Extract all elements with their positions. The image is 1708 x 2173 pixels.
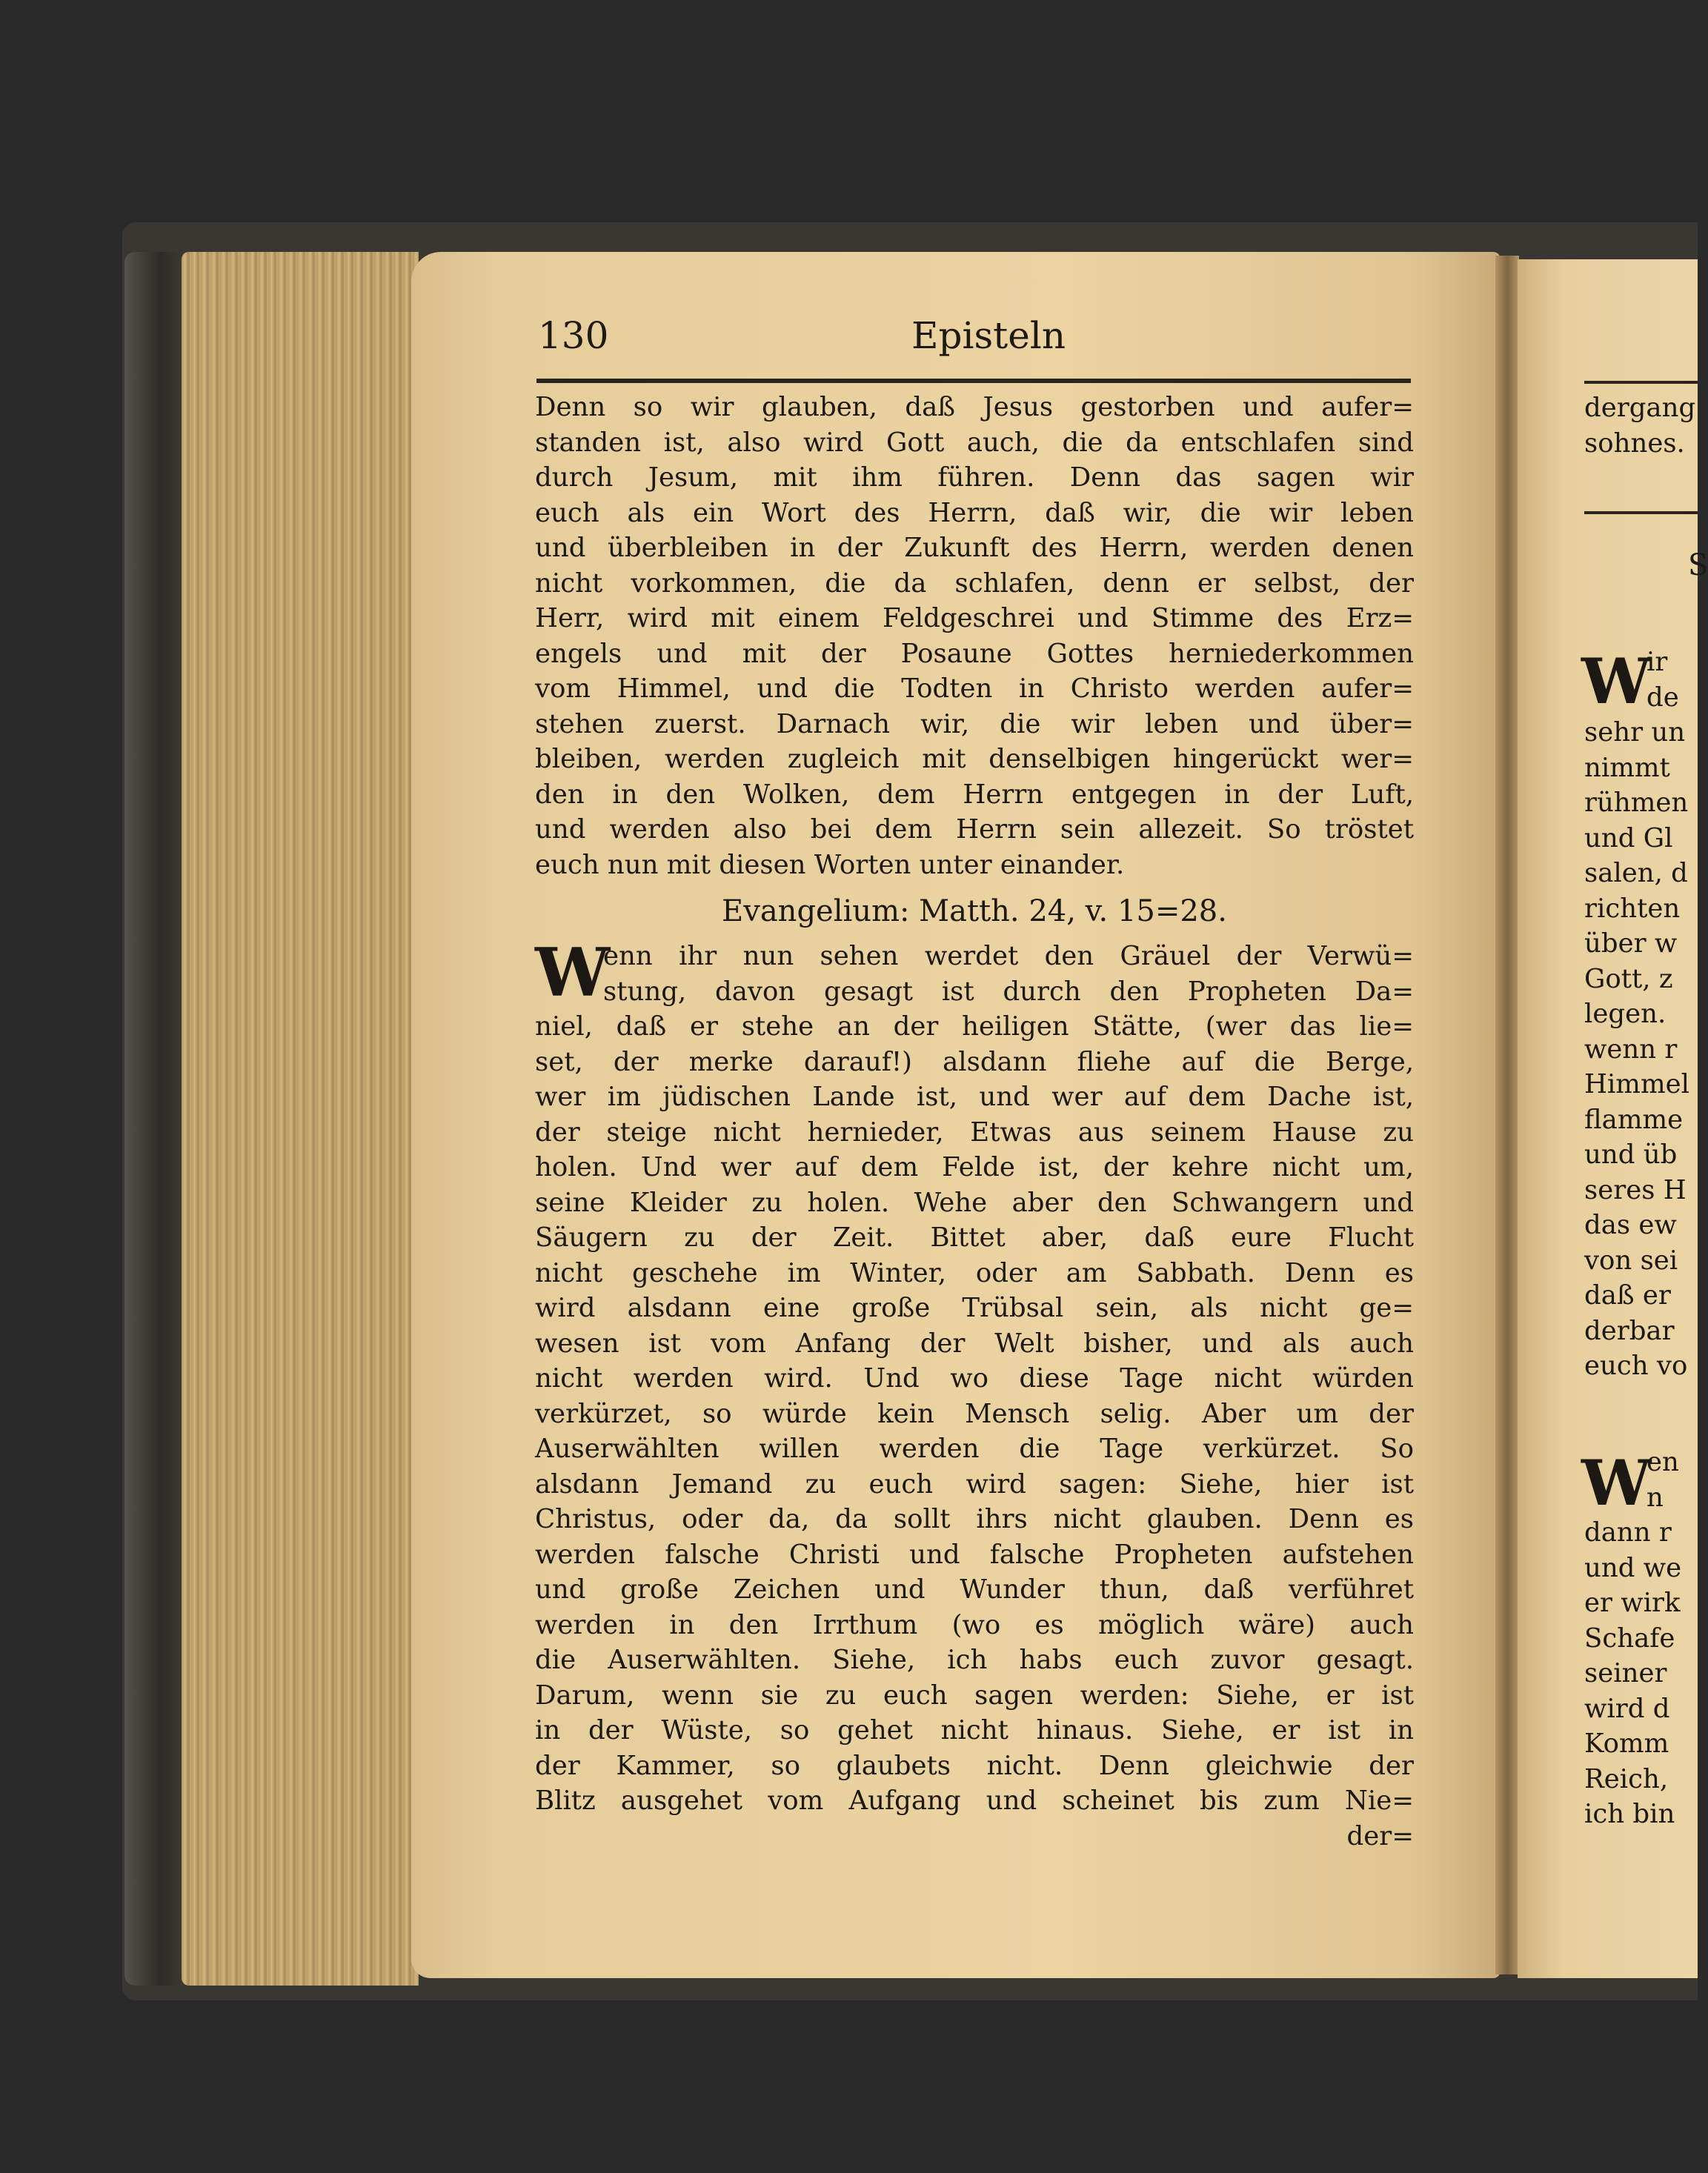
text-line: Christus, oder da, da sollt ihrs nicht glauben. Denn es: [535, 1504, 1414, 1534]
text-line: dergang: [1584, 393, 1696, 423]
text-line: wesen ist vom Anfang der Welt bisher, und als auch: [535, 1328, 1414, 1359]
right-drop-lines-2: [1646, 1445, 1698, 1515]
text-line: seiner: [1584, 1658, 1667, 1688]
text-line: wenn r: [1584, 1034, 1678, 1065]
drop-cap: W: [535, 934, 611, 1012]
text-line: seine Kleider zu holen. Wehe aber den Schwangern und: [535, 1187, 1414, 1218]
page-edges: [182, 252, 419, 1986]
text-line: flamme: [1584, 1104, 1684, 1135]
text-line: stung, davon gesagt ist durch den Propheten Da=: [603, 976, 1414, 1007]
text-line: der steige nicht hernieder, Etwas aus seinem Hause zu: [535, 1117, 1414, 1148]
text-line: das ew: [1584, 1210, 1677, 1240]
text-line: Blitz ausgehet vom Aufgang und scheinet bis zum Nie=: [535, 1786, 1414, 1816]
text-line: Komm: [1584, 1728, 1669, 1759]
text-line: stehen zuerst. Darnach wir, die wir leben und über=: [535, 708, 1414, 739]
text-line: vom Himmel, und die Todten in Christo werden aufer=: [535, 673, 1414, 704]
text-line: euch nun mit diesen Worten unter einander.: [535, 849, 1125, 880]
left-page-text: [535, 390, 1414, 1854]
text-line: Reich,: [1584, 1763, 1669, 1794]
text-line: salen, d: [1584, 858, 1688, 888]
text-line: sehr un: [1584, 717, 1686, 748]
right-paragraph-2: [1584, 1515, 1698, 1832]
right-top-lines: [1584, 390, 1698, 461]
text-line: niel, daß er stehe an der heiligen Stätte, (wer das lie=: [535, 1011, 1414, 1042]
text-line: Schafe: [1584, 1623, 1675, 1654]
text-line: engels und mit der Posaune Gottes herniederkommen: [535, 638, 1414, 669]
right-drop-lines: [1646, 645, 1698, 715]
text-line: rühmen: [1584, 788, 1689, 818]
text-line: nicht vorkommen, die da schlafen, denn er selbst, der: [535, 568, 1414, 599]
right-drop-cap: W: [1581, 645, 1652, 718]
paragraph-2: [535, 934, 1414, 1854]
text-line: werden falsche Christi und falsche Propheten aufstehen: [535, 1539, 1414, 1570]
text-line: Säugern zu der Zeit. Bittet aber, daß eure Flucht: [535, 1222, 1414, 1253]
text-line: holen. Und wer auf dem Felde ist, der kehre nicht um,: [535, 1152, 1414, 1182]
text-line: durch Jesum, mit ihm führen. Denn das sagen wir: [535, 462, 1414, 493]
text-line: wird d: [1584, 1693, 1670, 1724]
text-line: Herr, wird mit einem Feldgeschrei und Stimme des Erz=: [535, 603, 1414, 633]
text-line: von sei: [1584, 1245, 1678, 1276]
text-line: nimmt: [1584, 752, 1670, 783]
text-line: Himmel: [1584, 1069, 1689, 1099]
book-gutter: [1495, 256, 1519, 1974]
text-line: Denn so wir glauben, daß Jesus gestorben und aufer=: [535, 392, 1414, 422]
gospel-heading: Evangelium: Matth. 24, v. 15=28.: [722, 894, 1227, 928]
book-spine: [124, 252, 184, 1986]
text-line: die Auserwählten. Siehe, ich habs euch zuvor gesagt.: [535, 1645, 1414, 1675]
right-section-rule: [1584, 511, 1698, 514]
running-head: Episteln: [911, 314, 1066, 357]
drop-cap-block: [535, 934, 1414, 1079]
text-line: euch vo: [1584, 1351, 1688, 1381]
text-line: richten: [1584, 893, 1681, 924]
text-line: alsdann Jemand zu euch wird sagen: Siehe, hier ist: [535, 1468, 1414, 1500]
text-line: bleiben, werden zugleich mit denselbigen hingerückt wer=: [535, 744, 1414, 774]
text-line: der Kammer, so glaubets nicht. Denn gleichwie der: [535, 1750, 1414, 1781]
text-line: werden in den Irrthum (wo es möglich wäre) auch: [535, 1609, 1414, 1640]
text-line: Auserwählten willen werden die Tage verkürzet. So: [535, 1434, 1414, 1464]
text-line: und üb: [1584, 1139, 1678, 1170]
text-line: enn ihr nun sehen werdet den Gräuel der Verwü=: [603, 941, 1414, 971]
text-line: und we: [1584, 1552, 1682, 1583]
paragraph-1: [535, 390, 1414, 882]
text-line: n: [1646, 1482, 1664, 1513]
text-line: Darum, wenn sie zu euch sagen werden: Siehe, er ist: [535, 1680, 1414, 1711]
text-line: set, der merke darauf!) alsdann fliehe auf die Berge,: [535, 1046, 1414, 1077]
text-line: wird alsdann eine große Trübsal sein, als nicht ge=: [535, 1293, 1414, 1323]
text-line: seres H: [1584, 1174, 1687, 1205]
text-line: de: [1646, 682, 1679, 713]
text-line: den in den Wolken, dem Herrn entgegen in der Luft,: [535, 779, 1414, 810]
header-rule: [536, 379, 1411, 383]
text-line: ich bin: [1584, 1799, 1675, 1829]
text-line: und große Zeichen und Wunder thun, daß verführet: [535, 1574, 1414, 1605]
text-line: dann r: [1584, 1517, 1672, 1548]
text-line: Gott, z: [1584, 963, 1673, 994]
right-paragraph-1: [1584, 715, 1698, 1384]
text-line: ir: [1646, 647, 1668, 677]
right-heading-fragment: S: [1688, 548, 1708, 582]
text-line: nicht werden wird. Und wo diese Tage nicht würden: [535, 1363, 1414, 1394]
text-line: und überbleiben in der Zukunft des Herrn, werden denen: [535, 533, 1414, 563]
catchword: der=: [1346, 1820, 1414, 1851]
right-header-rule: [1584, 381, 1698, 384]
text-line: über w: [1584, 928, 1678, 959]
text-line: wer im jüdischen Lande ist, und wer auf dem Dache ist,: [535, 1082, 1414, 1112]
text-line: in der Wüste, so gehet nicht hinaus. Siehe, er ist in: [535, 1715, 1414, 1746]
text-line: legen.: [1584, 999, 1667, 1029]
text-line: standen ist, also wird Gott auch, die da entschlafen sind: [535, 427, 1414, 458]
text-line: derbar: [1584, 1315, 1675, 1346]
text-line: und werden also bei dem Herrn sein allezeit. So tröstet: [535, 814, 1414, 845]
text-line: er wirk: [1584, 1588, 1681, 1618]
text-line: en: [1646, 1447, 1679, 1477]
text-line: daß er: [1584, 1280, 1671, 1311]
text-line: nicht geschehe im Winter, oder am Sabbath. Denn es: [535, 1257, 1414, 1288]
right-drop-cap-2: W: [1581, 1446, 1652, 1520]
text-line: und Gl: [1584, 822, 1673, 853]
page-number: 130: [538, 314, 609, 357]
text-line: euch als ein Wort des Herrn, daß wir, die wir leben: [535, 497, 1414, 528]
text-line: verkürzet, so würde kein Mensch selig. Aber um der: [535, 1398, 1414, 1429]
text-line: sohnes.: [1584, 427, 1685, 459]
